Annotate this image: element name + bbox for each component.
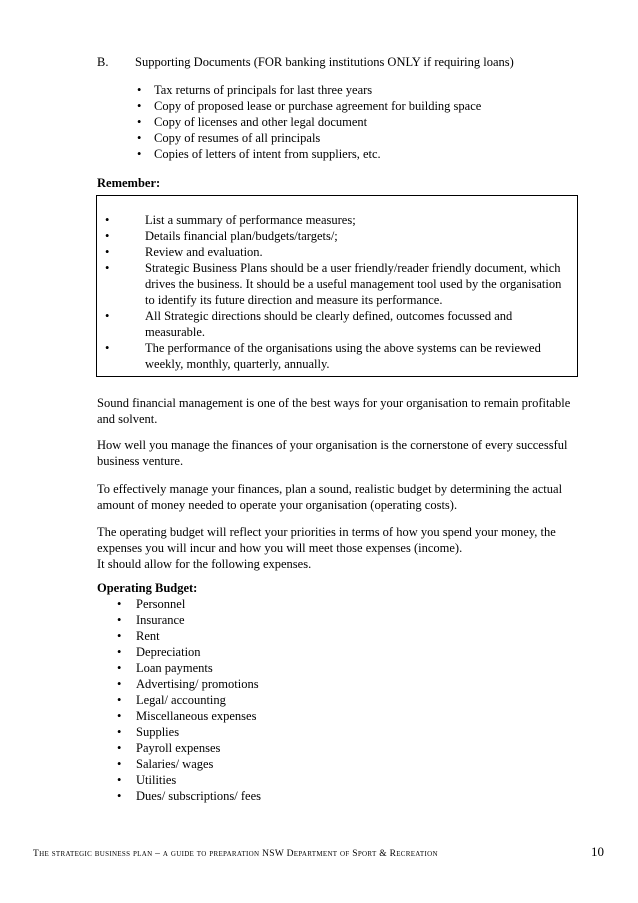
bullet-icon: • [105,309,110,323]
list-item: • The performance of the organisations using the above systems can be reviewed weekly, monthly, quarterly, annually. [105,341,541,371]
list-item: • Copies of letters of intent from suppliers, etc. [137,147,381,161]
bullet-icon: • [117,613,122,627]
supporting-documents-list [137,82,577,162]
bullet-icon: • [105,213,110,227]
list-item: • Utilities [117,773,177,787]
list-item: • Payroll expenses [117,741,221,755]
bullet-icon: • [137,83,142,97]
bullet-icon: • [137,147,142,161]
remember-list [103,212,568,372]
page-number: 10 [591,844,604,859]
bullet-icon: • [117,645,122,659]
bullet-icon: • [117,773,122,787]
list-item: • Dues/ subscriptions/ fees [117,789,261,803]
section-b-heading [97,54,514,70]
operating-budget-list [117,596,417,804]
list-item: • Miscellaneous expenses [117,709,257,723]
section-letter: B. [97,55,109,69]
list-item: • Insurance [117,613,185,627]
list-item: • Legal/ accounting [117,693,226,707]
remember-title: Remember: [97,176,161,190]
list-item: • Depreciation [117,645,201,659]
list-item: • Review and evaluation. [105,245,263,259]
list-item: • Copy of resumes of all principals [137,131,321,145]
bullet-icon: • [117,789,122,803]
bullet-icon: • [117,709,122,723]
section-heading-text: Supporting Documents (FOR banking institutions ONLY if requiring loans) [135,55,514,69]
paragraph: Sound financial management is one of the best ways for your organisation to remain profitable and solvent. [97,396,571,426]
bullet-icon: • [117,597,122,611]
bullet-icon: • [105,229,110,243]
list-item: • Supplies [117,725,180,739]
list-item: • Copy of proposed lease or purchase agreement for building space [137,99,482,113]
bullet-icon: • [105,341,110,355]
list-item: • Tax returns of principals for last three years [137,83,373,97]
list-item: • List a summary of performance measures; [105,213,356,227]
list-item: • All Strategic directions should be clearly defined, outcomes focussed and measurable. [105,309,513,339]
paragraph: The operating budget will reflect your priorities in terms of how you spend your money, the expenses you will incur and how you will meet those expenses (income). [97,525,556,555]
bullet-icon: • [117,757,122,771]
paragraph: To effectively manage your finances, plan a sound, realistic budget by determining the actual amount of money needed to operate your organisation (operating costs). [97,482,563,512]
list-item: • Loan payments [117,661,213,675]
list-item: • Details financial plan/budgets/targets/; [105,229,338,243]
bullet-icon: • [117,677,122,691]
bullet-icon: • [137,99,142,113]
bullet-icon: • [117,693,122,707]
bullet-icon: • [105,245,110,259]
list-item: • Copy of licenses and other legal document [137,115,368,129]
bullet-icon: • [137,131,142,145]
bullet-icon: • [117,741,122,755]
list-item: • Advertising/ promotions [117,677,259,691]
list-item: • Strategic Business Plans should be a user friendly/reader friendly document, which drives the business. It should be a useful management tool used by the organisation to identify its future direction and measure its performance. [105,261,562,307]
list-item: • Salaries/ wages [117,757,214,771]
bullet-icon: • [105,261,110,275]
operating-budget-title: Operating Budget: [97,581,198,595]
page-footer: The strategic business plan – a guide to preparation NSW Department of Sport & Recreation [33,849,438,859]
bullet-icon: • [137,115,142,129]
list-item: • Personnel [117,597,186,611]
paragraph: How well you manage the finances of your organisation is the cornerstone of every successful business venture. [97,438,568,468]
bullet-icon: • [117,629,122,643]
bullet-icon: • [117,725,122,739]
paragraph: It should allow for the following expenses. [97,557,312,571]
list-item: • Rent [117,629,160,643]
bullet-icon: • [117,661,122,675]
